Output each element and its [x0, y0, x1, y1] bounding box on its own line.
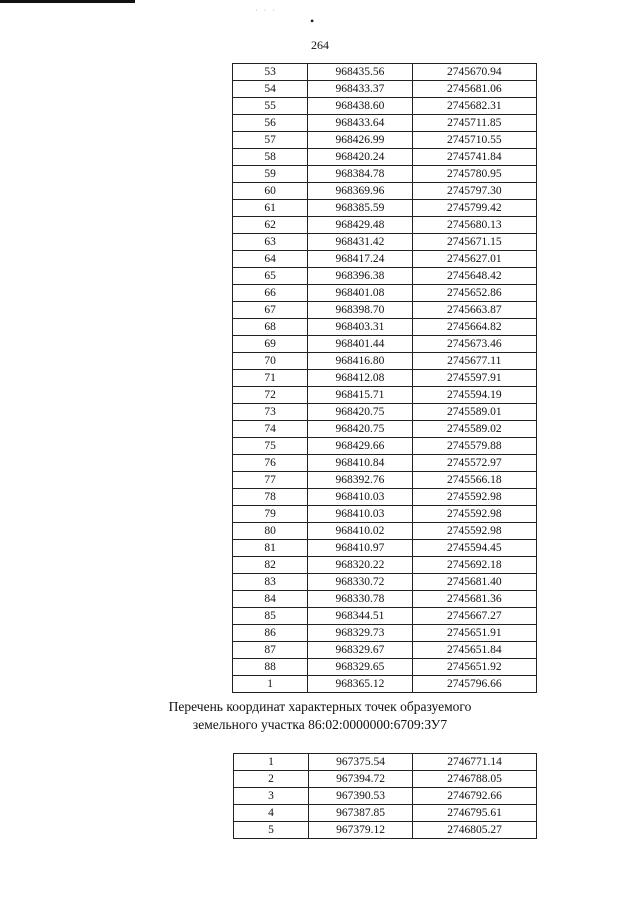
y-coordinate-cell: 2745651.92: [412, 659, 536, 676]
y-coordinate-cell: 2745667.27: [412, 608, 536, 625]
coordinates-table: [232, 63, 537, 693]
x-coordinate-cell: 968329.73: [308, 625, 412, 642]
zu7-coordinates-table: [233, 753, 537, 839]
table-row: [233, 285, 537, 302]
table-row: [233, 166, 537, 183]
point-number-cell: 60: [233, 183, 308, 200]
table-row: [233, 591, 537, 608]
point-number-cell: 1: [233, 676, 308, 693]
table-row: [233, 540, 537, 557]
point-number-cell: 81: [233, 540, 308, 557]
x-coordinate-cell: 968365.12: [308, 676, 412, 693]
point-number-cell: 82: [233, 557, 308, 574]
point-number-cell: 57: [233, 132, 308, 149]
table-row: [233, 251, 537, 268]
table-row: [233, 336, 537, 353]
x-coordinate-cell: 968415.71: [308, 387, 412, 404]
point-number-cell: 62: [233, 217, 308, 234]
point-number-cell: 54: [233, 81, 308, 98]
table-row: [233, 557, 537, 574]
y-coordinate-cell: 2745711.85: [412, 115, 536, 132]
x-coordinate-cell: 968420.24: [308, 149, 412, 166]
y-coordinate-cell: 2745677.11: [412, 353, 536, 370]
point-number-cell: 76: [233, 455, 308, 472]
y-coordinate-cell: 2745589.02: [412, 421, 536, 438]
point-number-cell: 77: [233, 472, 308, 489]
point-number-cell: 78: [233, 489, 308, 506]
x-coordinate-cell: 968410.03: [308, 506, 412, 523]
table-row: [233, 421, 537, 438]
table-row: [233, 234, 537, 251]
point-number-cell: 80: [233, 523, 308, 540]
x-coordinate-cell: 968329.65: [308, 659, 412, 676]
x-coordinate-cell: 968396.38: [308, 268, 412, 285]
x-coordinate-cell: 968429.66: [308, 438, 412, 455]
x-coordinate-cell: 968330.78: [308, 591, 412, 608]
point-number-cell: 84: [233, 591, 308, 608]
x-coordinate-cell: 968426.99: [308, 132, 412, 149]
table-row: [233, 404, 537, 421]
point-number-cell: 87: [233, 642, 308, 659]
point-number-cell: 61: [233, 200, 308, 217]
table-row: [233, 642, 537, 659]
y-coordinate-cell: 2745692.18: [412, 557, 536, 574]
point-number-cell: 72: [233, 387, 308, 404]
x-coordinate-cell: 968438.60: [308, 98, 412, 115]
y-coordinate-cell: 2745780.95: [412, 166, 536, 183]
x-coordinate-cell: 968369.96: [308, 183, 412, 200]
point-number-cell: 66: [233, 285, 308, 302]
y-coordinate-cell: 2745572.97: [412, 455, 536, 472]
point-number-cell: 73: [233, 404, 308, 421]
point-number-cell: 70: [233, 353, 308, 370]
y-coordinate-cell: 2746771.14: [413, 754, 537, 771]
point-number-cell: 69: [233, 336, 308, 353]
point-number-cell: 2: [234, 771, 309, 788]
y-coordinate-cell: 2745673.46: [412, 336, 536, 353]
table-row: [233, 268, 537, 285]
point-number-cell: 71: [233, 370, 308, 387]
x-coordinate-cell: 968398.70: [308, 302, 412, 319]
y-coordinate-cell: 2745651.84: [412, 642, 536, 659]
y-coordinate-cell: 2745627.01: [412, 251, 536, 268]
x-coordinate-cell: 968417.24: [308, 251, 412, 268]
y-coordinate-cell: 2745680.13: [412, 217, 536, 234]
x-coordinate-cell: 968435.56: [308, 64, 412, 81]
point-number-cell: 56: [233, 115, 308, 132]
x-coordinate-cell: 968433.37: [308, 81, 412, 98]
y-coordinate-cell: 2745579.88: [412, 438, 536, 455]
point-number-cell: 1: [234, 754, 309, 771]
y-coordinate-cell: 2746792.66: [413, 788, 537, 805]
y-coordinate-cell: 2745710.55: [412, 132, 536, 149]
point-number-cell: 64: [233, 251, 308, 268]
y-coordinate-cell: 2745741.84: [412, 149, 536, 166]
section-heading: [0, 698, 640, 734]
point-number-cell: 88: [233, 659, 308, 676]
point-number-cell: 53: [233, 64, 308, 81]
point-number-cell: 3: [234, 788, 309, 805]
table-row: [234, 805, 537, 822]
y-coordinate-cell: 2745796.66: [412, 676, 536, 693]
y-coordinate-cell: 2745799.42: [412, 200, 536, 217]
point-number-cell: 55: [233, 98, 308, 115]
x-coordinate-cell: 968420.75: [308, 421, 412, 438]
point-number-cell: 59: [233, 166, 308, 183]
top-edge-rule: [0, 0, 135, 3]
y-coordinate-cell: 2745597.91: [412, 370, 536, 387]
y-coordinate-cell: 2746788.05: [413, 771, 537, 788]
x-coordinate-cell: 968384.78: [308, 166, 412, 183]
table-row: [234, 788, 537, 805]
y-coordinate-cell: 2745566.18: [412, 472, 536, 489]
table-row: [234, 754, 537, 771]
x-coordinate-cell: 968344.51: [308, 608, 412, 625]
table-row: [233, 98, 537, 115]
table-row: [233, 608, 537, 625]
x-coordinate-cell: 968410.84: [308, 455, 412, 472]
x-coordinate-cell: 967394.72: [309, 771, 413, 788]
y-coordinate-cell: 2745592.98: [412, 489, 536, 506]
y-coordinate-cell: 2745797.30: [412, 183, 536, 200]
y-coordinate-cell: 2745681.06: [412, 81, 536, 98]
table-row: [233, 676, 537, 693]
table-row: [233, 64, 537, 81]
x-coordinate-cell: 968401.08: [308, 285, 412, 302]
table-row: [234, 771, 537, 788]
y-coordinate-cell: 2745664.82: [412, 319, 536, 336]
table-row: [233, 183, 537, 200]
x-coordinate-cell: 968403.31: [308, 319, 412, 336]
x-coordinate-cell: 967375.54: [309, 754, 413, 771]
x-coordinate-cell: 968410.03: [308, 489, 412, 506]
point-number-cell: 65: [233, 268, 308, 285]
y-coordinate-cell: 2745682.31: [412, 98, 536, 115]
point-number-cell: 75: [233, 438, 308, 455]
point-number-cell: 67: [233, 302, 308, 319]
table-row: [233, 149, 537, 166]
y-coordinate-cell: 2745594.45: [412, 540, 536, 557]
table-row: [233, 625, 537, 642]
point-number-cell: 83: [233, 574, 308, 591]
y-coordinate-cell: 2745651.91: [412, 625, 536, 642]
table-row: [233, 81, 537, 98]
page-number: 264: [311, 38, 329, 52]
table-row: [234, 822, 537, 839]
y-coordinate-cell: 2745592.98: [412, 523, 536, 540]
scan-mark: •: [310, 14, 315, 28]
y-coordinate-cell: 2745648.42: [412, 268, 536, 285]
section-heading-line-1: Перечень координат характерных точек образуемого: [168, 699, 472, 714]
table-row: [233, 115, 537, 132]
table-row: [233, 574, 537, 591]
table-row: [233, 506, 537, 523]
y-coordinate-cell: 2745681.36: [412, 591, 536, 608]
table-row: [233, 217, 537, 234]
point-number-cell: 4: [234, 805, 309, 822]
table-row: [233, 353, 537, 370]
table-row: [233, 523, 537, 540]
x-coordinate-cell: 968385.59: [308, 200, 412, 217]
point-number-cell: 58: [233, 149, 308, 166]
point-number-cell: 5: [234, 822, 309, 839]
x-coordinate-cell: 968433.64: [308, 115, 412, 132]
table-row: [233, 472, 537, 489]
x-coordinate-cell: 968416.80: [308, 353, 412, 370]
x-coordinate-cell: 968420.75: [308, 404, 412, 421]
x-coordinate-cell: 968429.48: [308, 217, 412, 234]
x-coordinate-cell: 968329.67: [308, 642, 412, 659]
point-number-cell: 63: [233, 234, 308, 251]
x-coordinate-cell: 968412.08: [308, 370, 412, 387]
table-row: [233, 455, 537, 472]
x-coordinate-cell: 967390.53: [309, 788, 413, 805]
zu7-coordinates-table-body: [234, 754, 537, 839]
point-number-cell: 85: [233, 608, 308, 625]
y-coordinate-cell: 2745652.86: [412, 285, 536, 302]
table-row: [233, 489, 537, 506]
y-coordinate-cell: 2746795.61: [413, 805, 537, 822]
scan-noise: · · ·: [255, 6, 277, 15]
x-coordinate-cell: 968410.02: [308, 523, 412, 540]
y-coordinate-cell: 2745592.98: [412, 506, 536, 523]
y-coordinate-cell: 2745671.15: [412, 234, 536, 251]
y-coordinate-cell: 2745670.94: [412, 64, 536, 81]
x-coordinate-cell: 968330.72: [308, 574, 412, 591]
point-number-cell: 86: [233, 625, 308, 642]
y-coordinate-cell: 2745594.19: [412, 387, 536, 404]
table-row: [233, 387, 537, 404]
table-row: [233, 370, 537, 387]
table-row: [233, 319, 537, 336]
y-coordinate-cell: 2745681.40: [412, 574, 536, 591]
point-number-cell: 79: [233, 506, 308, 523]
table-row: [233, 659, 537, 676]
coordinates-table-body: [233, 64, 537, 693]
y-coordinate-cell: 2746805.27: [413, 822, 537, 839]
table-row: [233, 302, 537, 319]
x-coordinate-cell: 968431.42: [308, 234, 412, 251]
x-coordinate-cell: 967387.85: [309, 805, 413, 822]
section-heading-line-2: земельного участка 86:02:0000000:6709:ЗУ7: [192, 717, 448, 732]
x-coordinate-cell: 968320.22: [308, 557, 412, 574]
y-coordinate-cell: 2745663.87: [412, 302, 536, 319]
table-row: [233, 438, 537, 455]
point-number-cell: 68: [233, 319, 308, 336]
x-coordinate-cell: 968392.76: [308, 472, 412, 489]
x-coordinate-cell: 968410.97: [308, 540, 412, 557]
x-coordinate-cell: 968401.44: [308, 336, 412, 353]
table-row: [233, 200, 537, 217]
y-coordinate-cell: 2745589.01: [412, 404, 536, 421]
x-coordinate-cell: 967379.12: [309, 822, 413, 839]
point-number-cell: 74: [233, 421, 308, 438]
table-row: [233, 132, 537, 149]
